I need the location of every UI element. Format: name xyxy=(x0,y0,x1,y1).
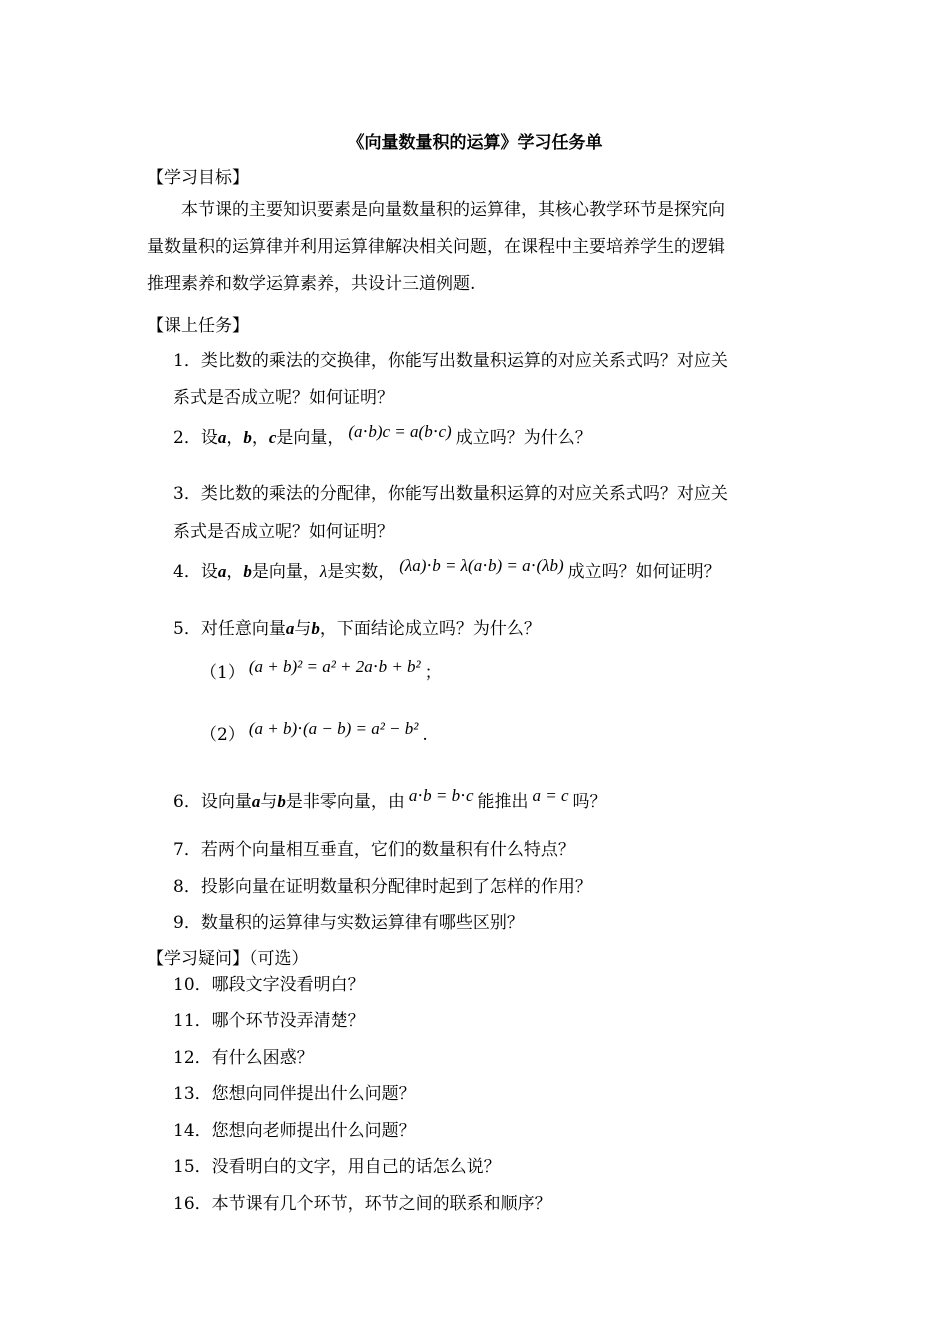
sub-1-end: ； xyxy=(424,663,442,683)
task-1-line-2: 系式是否成立呢？如何证明？ xyxy=(173,388,394,408)
task-2-suffix: 成立吗？为什么？ xyxy=(455,428,592,448)
task-1-line-1: 1．类比数的乘法的交换律，你能写出数量积运算的对应关系式吗？对应关 xyxy=(173,351,728,371)
task-2-formula: (a⋅b)c = a(b⋅c) xyxy=(348,422,452,441)
task-6 xyxy=(173,787,607,812)
sub-1-label: （1） xyxy=(200,663,245,683)
task-3-line-2: 系式是否成立呢？如何证明？ xyxy=(173,522,394,542)
vector-a: a xyxy=(217,428,227,447)
task-5-suffix: ，下面结论成立吗？为什么？ xyxy=(319,619,541,639)
question-item: 14．您想向老师提出什么问题？ xyxy=(173,1121,416,1141)
vector-a: a xyxy=(285,619,295,638)
task-5-sub-1 xyxy=(200,658,442,683)
separator: ， xyxy=(251,428,269,448)
task-2-prefix: 2．设 xyxy=(173,428,218,448)
task-4-mid1: 是向量， xyxy=(251,562,320,582)
vector-b: b xyxy=(277,792,286,811)
task-2-mid: 是向量， xyxy=(276,428,345,448)
separator: ， xyxy=(226,428,244,448)
question-item: 16．本节课有几个环节，环节之间的联系和顺序？ xyxy=(173,1194,552,1214)
lambda-symbol: λ xyxy=(319,562,328,581)
tasks-heading: 【课上任务】 xyxy=(147,316,249,336)
task-4 xyxy=(173,557,721,582)
task-5-prefix: 5．对任意向量 xyxy=(173,619,286,639)
sub-2-label: （2） xyxy=(200,725,245,745)
task-6-formula-1: a⋅b = b⋅c xyxy=(408,786,474,805)
vector-b: b xyxy=(243,428,252,447)
task-6-formula-2: a = c xyxy=(532,786,569,805)
task-6-and: 与 xyxy=(260,792,278,812)
task-3-line-1: 3．类比数的乘法的分配律，你能写出数量积运算的对应关系式吗？对应关 xyxy=(173,484,728,504)
task-5 xyxy=(173,614,541,639)
task-8: 8．投影向量在证明数量积分配律时起到了怎样的作用？ xyxy=(173,877,592,897)
vector-c: c xyxy=(268,428,277,447)
document-title: 《向量数量积的运算》学习任务单 xyxy=(347,133,603,153)
objectives-paragraph xyxy=(147,192,807,303)
task-4-formula: (λa)⋅b = λ(a⋅b) = a⋅(λb) xyxy=(399,556,564,575)
vector-a: a xyxy=(217,562,227,581)
sub-2-formula: (a + b)⋅(a − b) = a² − b² xyxy=(248,719,419,738)
task-6-mid: 是非零向量，由 xyxy=(285,792,405,812)
task-4-prefix: 4．设 xyxy=(173,562,218,582)
question-item: 15．没看明白的文字，用自己的话怎么说？ xyxy=(173,1157,501,1177)
objectives-heading: 【学习目标】 xyxy=(147,168,249,188)
objectives-line-3: 推理素养和数学运算素养，共设计三道例题. xyxy=(147,274,476,294)
vector-b: b xyxy=(311,619,320,638)
sub-2-end: . xyxy=(422,725,428,745)
task-5-sub-2 xyxy=(200,720,428,745)
question-item: 10．哪段文字没看明白？ xyxy=(173,975,365,995)
task-4-suffix: 成立吗？如何证明？ xyxy=(567,562,721,582)
task-6-prefix: 6．设向量 xyxy=(173,792,252,812)
task-6-suffix: 吗？ xyxy=(572,792,607,812)
task-9: 9．数量积的运算律与实数运算律有哪些区别？ xyxy=(173,913,524,933)
task-2 xyxy=(173,423,592,448)
task-5-and: 与 xyxy=(294,619,312,639)
task-6-mid2: 能推出 xyxy=(477,792,529,812)
question-item: 13．您想向同伴提出什么问题？ xyxy=(173,1084,416,1104)
sub-1-formula: (a + b)² = a² + 2a⋅b + b² xyxy=(248,657,421,676)
task-7: 7．若两个向量相互垂直，它们的数量积有什么特点？ xyxy=(173,840,575,860)
objectives-line-1: 本节课的主要知识要素是向量数量积的运算律，其核心教学环节是探究向 xyxy=(181,200,725,220)
question-item: 11．哪个环节没弄清楚？ xyxy=(173,1011,365,1031)
separator: ， xyxy=(226,562,244,582)
objectives-line-2: 量数量积的运算律并利用运算律解决相关问题，在课程中主要培养学生的逻辑 xyxy=(147,237,725,257)
question-item: 12．有什么困惑？ xyxy=(173,1048,314,1068)
vector-b: b xyxy=(243,562,252,581)
questions-heading: 【学习疑问】（可选） xyxy=(147,949,309,969)
task-4-mid2: 是实数， xyxy=(327,562,396,582)
vector-a: a xyxy=(251,792,261,811)
